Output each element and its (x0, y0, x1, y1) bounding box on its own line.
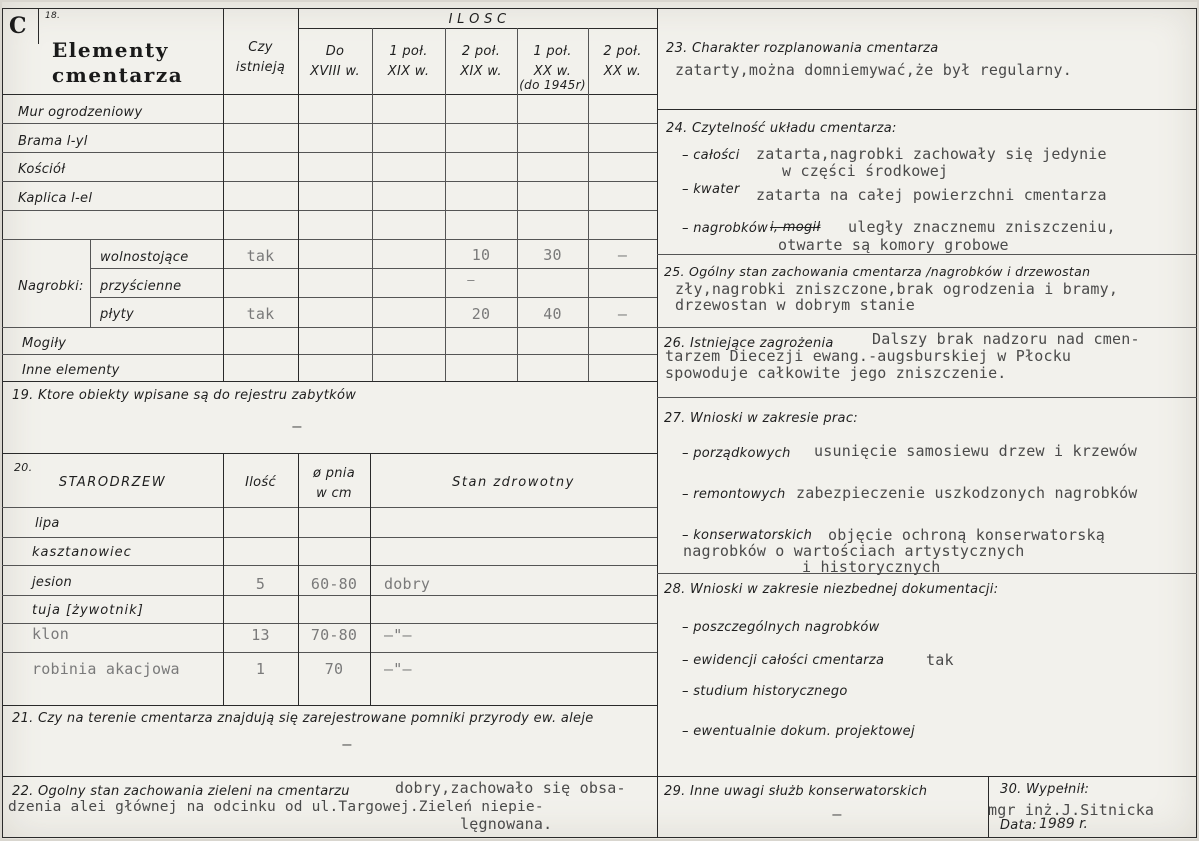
card-letter: C (9, 13, 29, 39)
section-28-label: 28. Wnioski w zakresie niezbednej dokumentacji: (664, 582, 999, 597)
section-25-label: 25. Ogólny stan zachowania cmentarza /nagrobków i drzewostan (664, 264, 1091, 279)
tree-name: robinia akacjowa (32, 660, 180, 678)
section-22-label: 22. Ogolny stan zachowania zieleni na cmentarzu (12, 784, 350, 799)
tree-diameter: 60-80 (310, 575, 358, 593)
period-2-line1: 1 poł. (389, 44, 428, 59)
section-29-label: 29. Inne uwagi służb konserwatorskich (664, 784, 928, 799)
row-kaplica: Kaplica l-el (18, 191, 93, 206)
tree-state: dobry (384, 575, 431, 593)
konserwatorskie-label: – konserwatorskich (682, 528, 813, 543)
plyty-v5: – (617, 305, 628, 323)
kwater-label: – kwater (682, 182, 740, 197)
section-25-line2: drzewostan w dobrym stanie (675, 296, 915, 314)
section-18-title-line1: Elementy (52, 38, 169, 62)
porzadkowe-label: – porządkowych (682, 446, 791, 461)
row-nagrobki-label: Nagrobki: (18, 279, 84, 294)
tree-state: –"– (384, 626, 412, 644)
wolnostojace-exists: tak (246, 247, 275, 265)
doc-item-2: – ewidencji całości cmentarza (682, 653, 885, 668)
wolnostojace-v3: 10 (471, 246, 491, 264)
row-mur: Mur ogrodzeniowy (18, 105, 143, 120)
row-kosciol: Kościół (18, 162, 66, 177)
section-19-label: 19. Ktore obiekty wpisane są do rejestru zabytków (12, 388, 357, 403)
section-19-value: – (292, 417, 302, 435)
row-inne: Inne elementy (22, 363, 120, 378)
tree-count: 5 (255, 575, 266, 593)
section-24-label: 24. Czytelność układu cmentarza: (666, 121, 897, 136)
col-ilosc: Ilość (245, 475, 276, 490)
row-brama: Brama l-yl (18, 134, 88, 149)
col-stan: Stan zdrowotny (452, 475, 575, 490)
wolnostojace-v5: – (617, 246, 628, 264)
period-4-line3: (do 1945r) (519, 78, 586, 92)
tree-diameter: 70-80 (310, 626, 358, 644)
col-exists-line2: istnieją (235, 60, 286, 75)
nagrobkow-struck: i, mogił (770, 220, 821, 235)
period-4-line1: 1 poł. (533, 44, 572, 59)
porzadkowe-value: usunięcie samosiewu drzew i krzewów (814, 442, 1138, 460)
plyty-v3: 20 (471, 305, 491, 323)
section-23-label: 23. Charakter rozplanowania cmentarza (666, 41, 939, 56)
calosci-label: – całości (682, 148, 740, 163)
konserwatorskie-value-line2: nagrobków o wartościach artystycznych (683, 542, 1025, 560)
period-3-line2: XIX w. (460, 64, 502, 79)
tree-count: 13 (251, 626, 270, 644)
doc-item-4: – ewentualnie dokum. projektowej (682, 724, 915, 739)
tree-name: lipa (35, 516, 60, 531)
section-18-number: 18. (45, 11, 61, 21)
nagrobkow-value-line2: otwarte są komory grobowe (778, 236, 1009, 254)
calosci-value-line2: w części środkowej (782, 162, 949, 180)
doc-item-3: – studium historycznego (682, 684, 848, 699)
przyscienne-v3: – (467, 273, 475, 287)
record-card (2, 2, 1197, 839)
tree-name: klon (32, 625, 69, 643)
remontowe-value: zabezpieczenie uszkodzonych nagrobków (796, 484, 1138, 502)
row-plyty: płyty (100, 307, 134, 322)
period-3-line1: 2 poł. (461, 44, 501, 59)
col-exists-line1: Czy (248, 40, 273, 55)
tree-state: –"– (384, 660, 412, 678)
plyty-v4: 40 (543, 305, 562, 323)
row-mogily: Mogiły (22, 336, 67, 351)
section-20-number: 20. (14, 461, 33, 474)
tree-name: jesion (32, 575, 72, 590)
section-22-line2: dzenia alei głównej na odcinku od ul.Targowej.Zieleń niepie- (8, 799, 544, 815)
section-29-value: – (832, 805, 842, 823)
date-label: Data: (1000, 818, 1037, 833)
section-27-label: 27. Wnioski w zakresie prac: (664, 411, 858, 426)
col-pien-line2: w cm (316, 486, 352, 501)
ilosc-header: I L O S C (448, 12, 507, 27)
nagrobkow-label: – nagrobków (682, 221, 769, 236)
row-wolnostojace: wolnostojące (100, 250, 189, 265)
row-przyscienne: przyścienne (100, 279, 182, 294)
section-18-title-line2: cmentarza (52, 63, 184, 87)
section-23-value: zatarty,można domniemywać,że był regularny. (675, 61, 1072, 79)
date-value: 1989 r. (1039, 816, 1088, 832)
plyty-exists: tak (246, 305, 275, 323)
section-26-line3: spowoduje całkowite jego zniszczenie. (665, 364, 1007, 382)
doc-item-2-value: tak (926, 651, 954, 669)
period-1-line1: Do (325, 44, 345, 59)
period-1-line2: XVIII w. (310, 64, 360, 79)
section-22-line3: lęgnowana. (460, 815, 553, 833)
section-25-line1: zły,nagrobki zniszczone,brak ogrodzenia i bramy, (675, 280, 1119, 298)
tree-name: tuja [żywotnik] (32, 603, 144, 618)
col-pien-line1: ø pnia (313, 466, 355, 481)
period-5-line1: 2 poł. (603, 44, 642, 59)
konserwatorskie-value-line1: objęcie ochroną konserwatorską (828, 526, 1105, 544)
section-26-label: 26. Istniejące zagrożenia (664, 336, 834, 351)
konserwatorskie-value-line3: i historycznych (802, 558, 941, 576)
wolnostojace-v4: 30 (543, 246, 562, 264)
section-21-label: 21. Czy na terenie cmentarza znajdują się zarejestrowane pomniki przyrody ew. aleje (12, 711, 594, 726)
tree-count: 1 (255, 660, 266, 678)
tree-name: kasztanowiec (32, 545, 132, 560)
calosci-value-line1: zatarta,nagrobki zachowały się jedynie (756, 145, 1107, 163)
doc-item-1: – poszczególnych nagrobków (682, 620, 880, 635)
period-2-line2: XIX w. (387, 64, 430, 79)
section-26-line2: tarzem Diecezji ewang.-augsburskiej w Płocku (665, 347, 1072, 365)
section-30-value: mgr inż.J.Sitnicka (988, 801, 1155, 819)
starodrzew-header: STARODRZEW (58, 475, 167, 490)
section-22-line1: dobry,zachowało się obsa- (395, 779, 626, 797)
remontowe-label: – remontowych (682, 487, 786, 502)
nagrobkow-value-line1: uległy znacznemu zniszczeniu, (848, 218, 1116, 236)
section-26-line1: Dalszy brak nadzoru nad cmen- (872, 330, 1140, 348)
kwater-value: zatarta na całej powierzchni cmentarza (756, 186, 1107, 204)
period-5-line2: XX w. (603, 64, 642, 79)
tree-diameter: 70 (324, 660, 344, 678)
section-30-label: 30. Wypełnił: (1000, 782, 1090, 797)
section-21-value: – (342, 735, 352, 753)
period-4-line2: XX w. (533, 64, 572, 79)
